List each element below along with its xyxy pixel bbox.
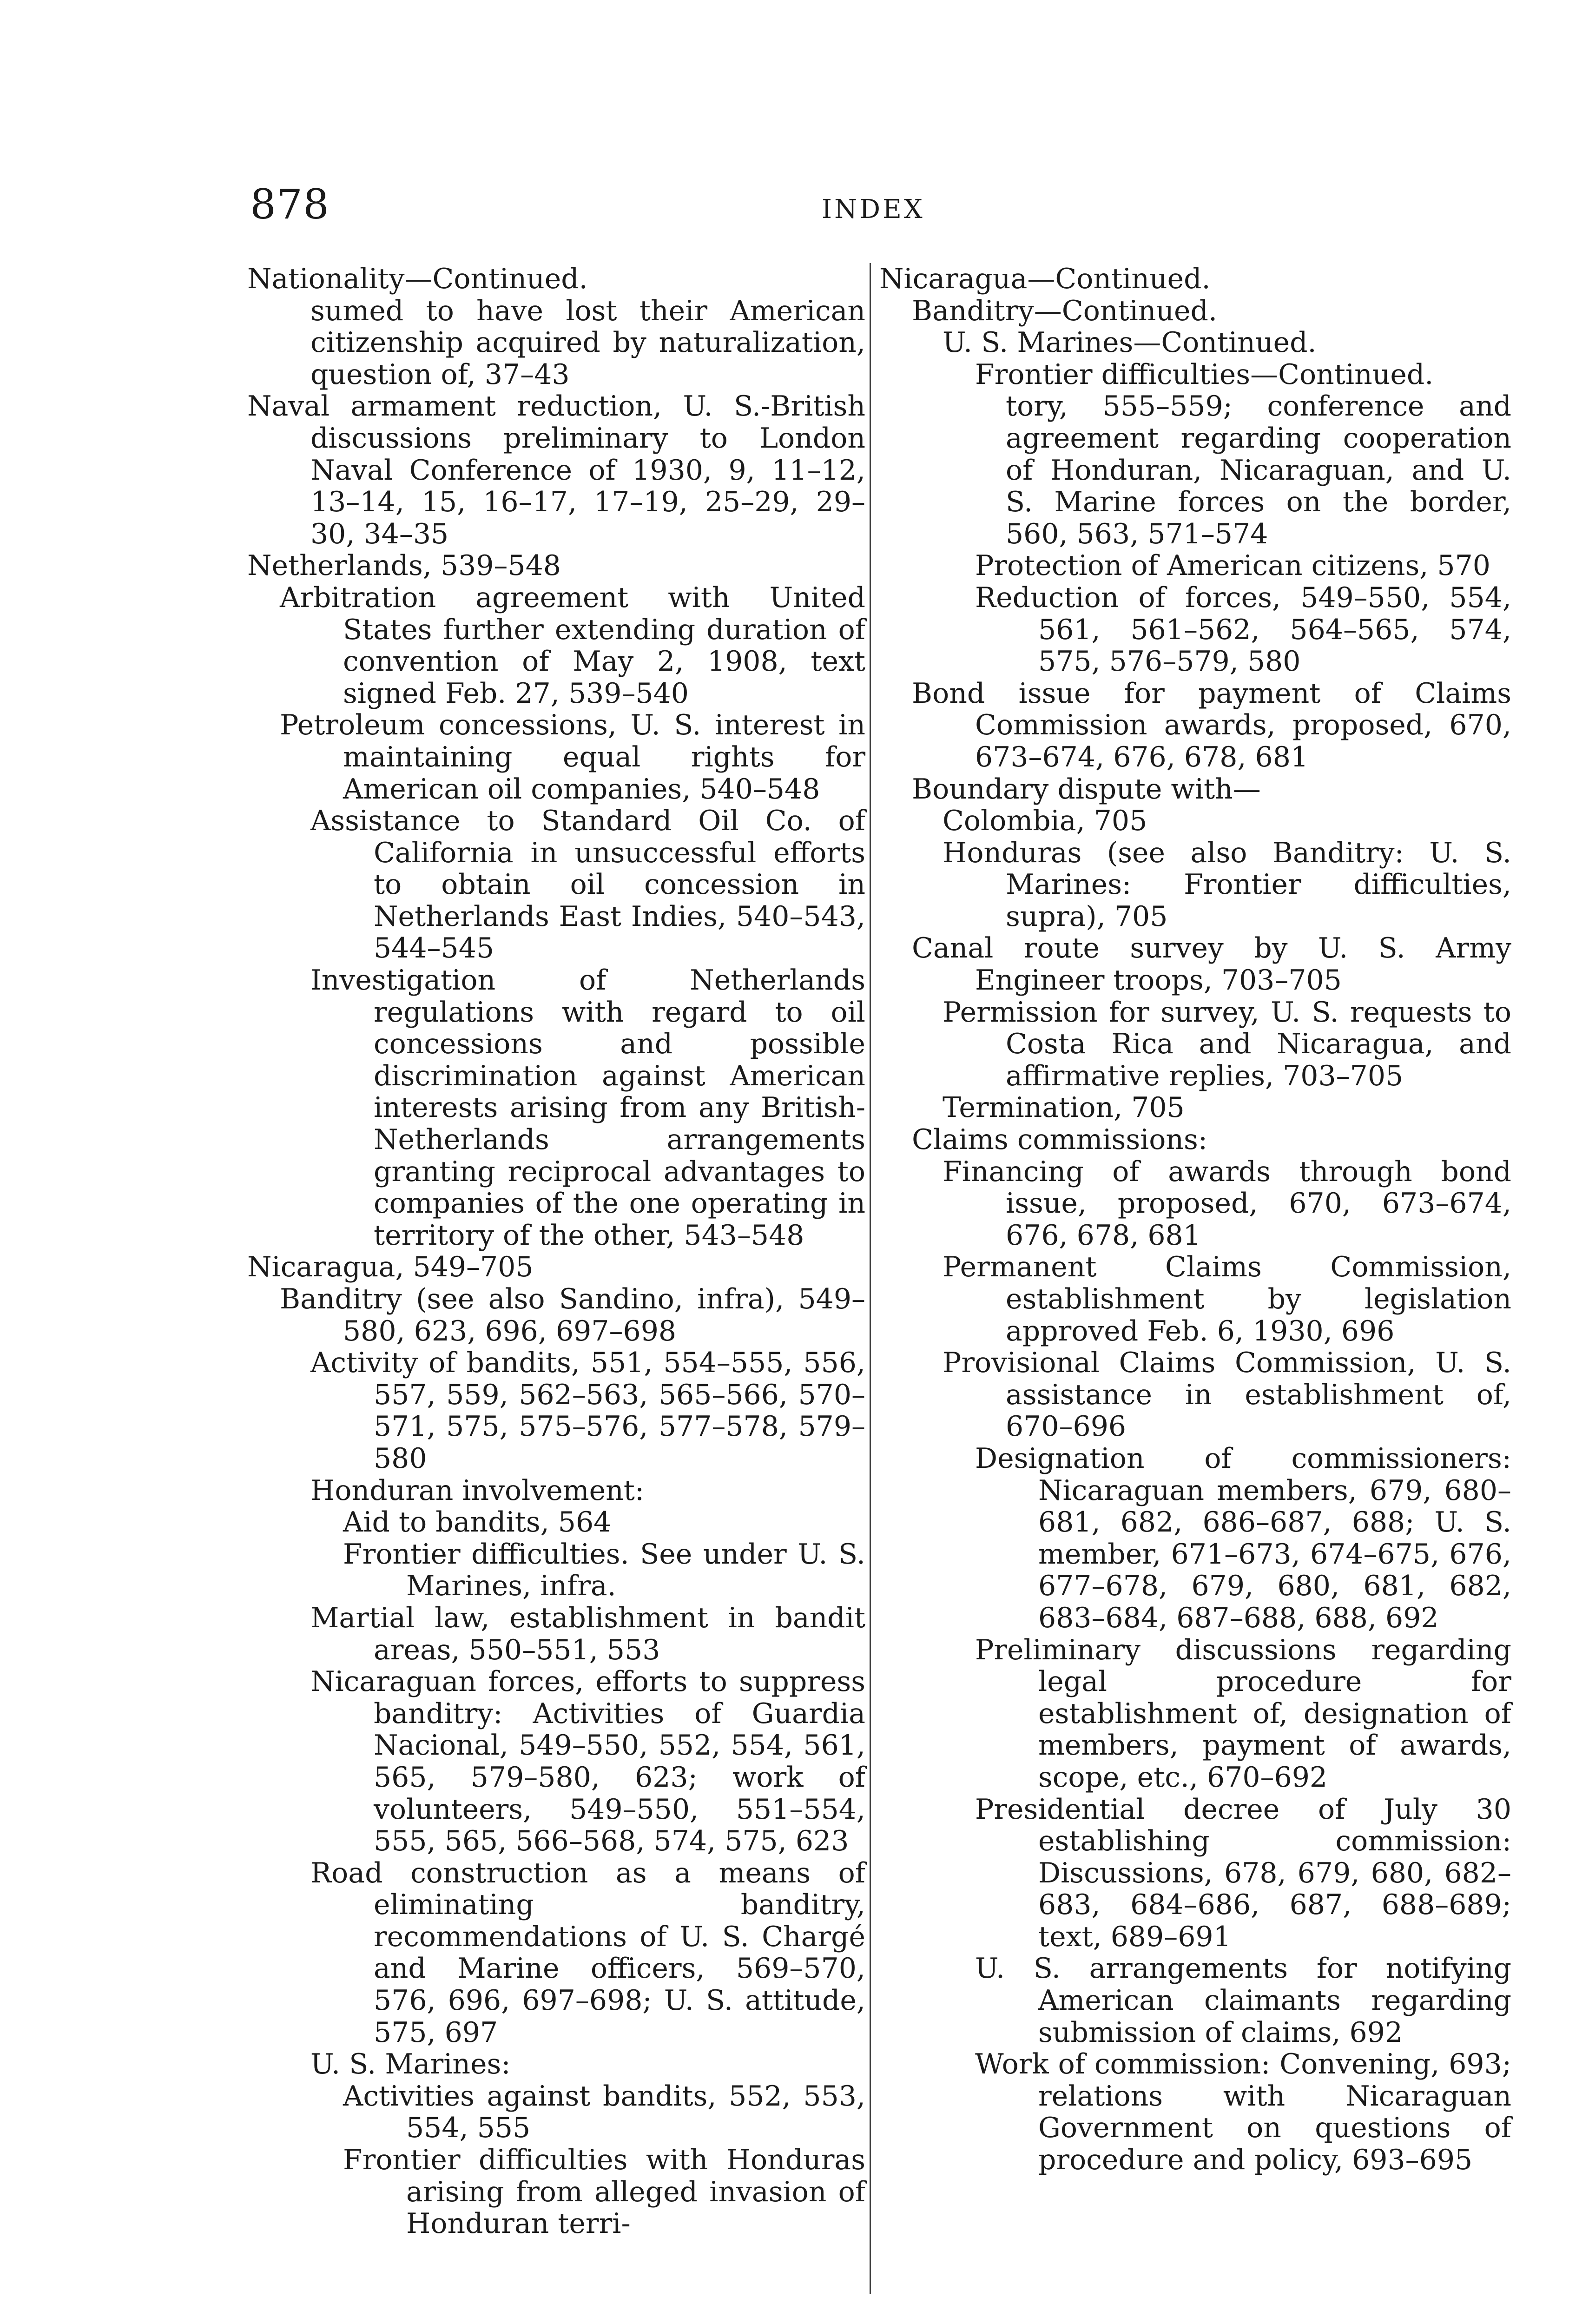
index-entry: Netherlands, 539–548 bbox=[247, 549, 561, 582]
index-entry: Activity of bandits, 551, 554–555, 556, 557, 559, 562–563, 565–566, 570–571, 575, 575–576, 577–578, 579–580 bbox=[310, 1347, 865, 1475]
index-entry: Presidential decree of July 30 establishing commission: Discussions, 678, 679, 680, 682–683, 684–686, 687, 688–689; text, 689–691 bbox=[975, 1793, 1511, 1953]
index-entry: Protection of American citizens, 570 bbox=[975, 549, 1490, 582]
index-entry: Aid to bandits, 564 bbox=[343, 1506, 612, 1539]
index-entry: Honduras (see also Banditry: U. S. Marines: Frontier difficulties, supra), 705 bbox=[943, 836, 1511, 933]
index-entry: Road construction as a means of eliminating banditry, recommendations of U. S. Chargé and Marine officers, 569–570, 576, 696, 697–698; U. S. attitude, 575, 697 bbox=[310, 1856, 865, 2049]
index-entry: Claims commissions: bbox=[912, 1123, 1208, 1156]
index-entry: Reduction of forces, 549–550, 554, 561, 561–562, 564–565, 574, 575, 576–579, 580 bbox=[975, 581, 1511, 678]
index-entry: Frontier difficulties with Honduras arising from alleged invasion of Honduran terri- bbox=[343, 2144, 865, 2240]
index-entry: tory, 555–559; conference and agreement regarding cooperation of Honduran, Nicaraguan, and U. S. Marine forces on the border, 560, 563, 571–574 bbox=[1006, 390, 1511, 550]
index-entry: U. S. arrangements for notifying American claimants regarding submission of claims, 692 bbox=[975, 1952, 1511, 2049]
index-entry: Petroleum concessions, U. S. interest in maintaining equal rights for American oil companies, 540–548 bbox=[280, 709, 865, 805]
index-entry: Activities against bandits, 552, 553, 554, 555 bbox=[343, 2080, 865, 2145]
index-entry: Bond issue for payment of Claims Commission awards, proposed, 670, 673–674, 676, 678, 681 bbox=[912, 677, 1511, 773]
index-entry: Nicaragua—Continued. bbox=[879, 263, 1211, 295]
index-column-right bbox=[879, 263, 1511, 2176]
index-entry: Nicaraguan forces, efforts to suppress banditry: Activities of Guardia Nacional, 549–550, 552, 554, 561, 565, 579–580, 623; work of volunteers, 549–550, 551–554, 555, 565, 566–568, 574, 575, 623 bbox=[310, 1665, 865, 1858]
index-entry: sumed to have lost their American citizenship acquired by naturalization, question of, 37–43 bbox=[310, 294, 865, 391]
index-entry: Frontier difficulties. See under U. S. Marines, infra. bbox=[343, 1538, 865, 1603]
index-entry: U. S. Marines—Continued. bbox=[943, 326, 1317, 359]
index-entry: Designation of commissioners: Nicaraguan members, 679, 680–681, 682, 686–687, 688; U. S. member, 671–673, 674–675, 676, 677–678, 679, 680, 681, 682, 683–684, 687–688, 688, 692 bbox=[975, 1442, 1511, 1634]
page-number: 878 bbox=[250, 180, 330, 228]
index-entry: Frontier difficulties—Continued. bbox=[975, 358, 1434, 391]
index-entry: Canal route survey by U. S. Army Engineer troops, 703–705 bbox=[912, 932, 1511, 997]
index-entry: Banditry—Continued. bbox=[912, 294, 1218, 327]
index-entry: Preliminary discussions regarding legal procedure for establishment of, designation of members, payment of awards, scope, etc., 670–692 bbox=[975, 1633, 1511, 1794]
index-column-left bbox=[247, 263, 865, 2240]
index-entry: Nationality—Continued. bbox=[247, 263, 588, 295]
column-divider bbox=[870, 263, 871, 2294]
index-entry: Honduran involvement: bbox=[310, 1474, 645, 1507]
index-entry: Assistance to Standard Oil Co. of California in unsuccessful efforts to obtain oil concession in Netherlands East Indies, 540–543, 544–545 bbox=[310, 805, 865, 965]
index-entry: Investigation of Netherlands regulations with regard to oil concessions and possible discrimination against American interests arising from any British-Netherlands arrangements granting reciprocal advantages to companies of the one operating in territory of the other, 543–548 bbox=[310, 964, 865, 1252]
index-entry: Martial law, establishment in bandit areas, 550–551, 553 bbox=[310, 1601, 865, 1666]
running-head: INDEX bbox=[822, 194, 925, 224]
index-entry: Naval armament reduction, U. S.-British discussions preliminary to London Naval Conference of 1930, 9, 11–12, 13–14, 15, 16–17, 17–19, 25–29, 29–30, 34–35 bbox=[247, 390, 865, 550]
index-entry: Arbitration agreement with United States further extending duration of convention of May 2, 1908, text signed Feb. 27, 539–540 bbox=[280, 581, 865, 710]
index-entry: Permission for survey, U. S. requests to Costa Rica and Nicaragua, and affirmative replies, 703–705 bbox=[943, 996, 1511, 1092]
index-entry: Colombia, 705 bbox=[943, 805, 1147, 838]
index-entry: Boundary dispute with— bbox=[912, 772, 1261, 805]
index-entry: Termination, 705 bbox=[943, 1091, 1185, 1124]
index-entry: Financing of awards through bond issue, proposed, 670, 673–674, 676, 678, 681 bbox=[943, 1155, 1511, 1252]
index-entry: Permanent Claims Commission, establishment by legislation approved Feb. 6, 1930, 696 bbox=[943, 1251, 1511, 1347]
index-entry: Provisional Claims Commission, U. S. assistance in establishment of, 670–696 bbox=[943, 1347, 1511, 1443]
index-entry: Banditry (see also Sandino, infra), 549–580, 623, 696, 697–698 bbox=[280, 1283, 865, 1347]
index-entry: Nicaragua, 549–705 bbox=[247, 1251, 534, 1284]
index-entry: Work of commission: Convening, 693; relations with Nicaraguan Government on questions of procedure and policy, 693–695 bbox=[975, 2048, 1511, 2177]
index-entry: U. S. Marines: bbox=[310, 2048, 511, 2081]
